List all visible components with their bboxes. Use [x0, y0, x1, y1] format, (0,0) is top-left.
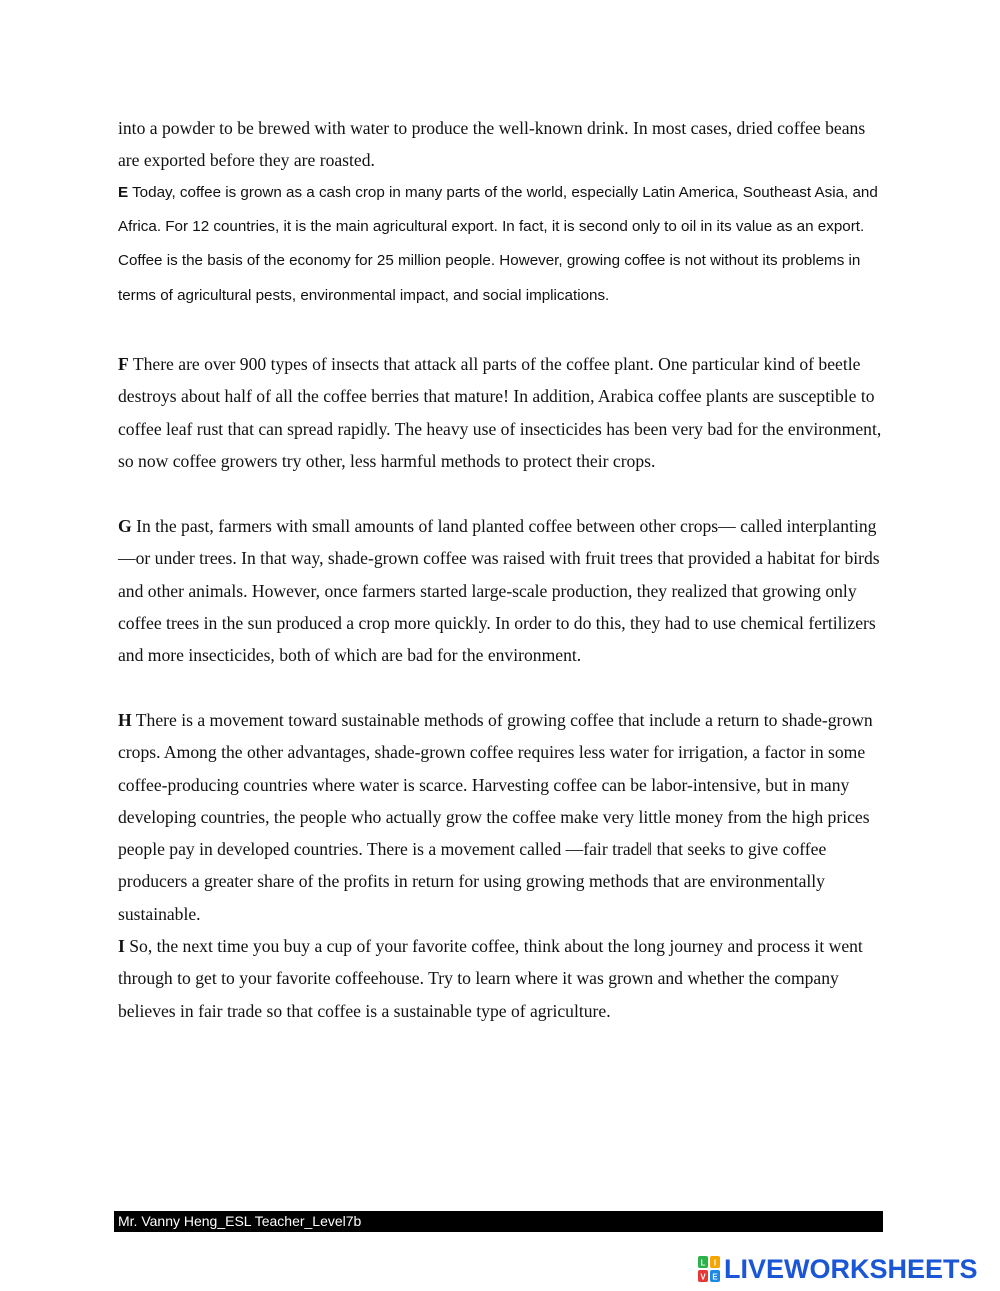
- paragraph-text: So, the next time you buy a cup of your favorite coffee, think about the long journey and process it went through to get to your favorite coffeehouse. Try to learn where it was grown and whether the company believes in fair trade so that coffee is a sustainable type of agriculture.: [118, 936, 863, 1021]
- logo-letter-e: E: [712, 1272, 718, 1282]
- liveworksheets-brand[interactable]: [698, 1253, 978, 1285]
- paragraph-letter: H: [118, 710, 132, 730]
- paragraph-text: Today, coffee is grown as a cash crop in many parts of the world, especially Latin America, Southeast Asia, and Africa. For 12 countries, it is the main agricultural export. In fact, it is second only to oil in its value as an export. Coffee is the basis of the economy for 25 million people. However, growing coffee is not without its problems in terms of agricultural pests, environmental impact, and social implications.: [118, 184, 878, 304]
- liveworksheets-logo-icon: [698, 1256, 720, 1282]
- paragraph-text: In the past, farmers with small amounts of land planted coffee between other crops— called interplanting—or under trees. In that way, shade-grown coffee was raised with fruit trees that provided a habitat for birds and other animals. However, once farmers started large-scale production, they realized that growing only coffee trees in the sun produced a crop more quickly. In order to do this, they had to use chemical fertilizers and more insecticides, both of which are bad for the environment.: [118, 516, 880, 666]
- paragraph-letter: G: [118, 516, 132, 536]
- paragraph-letter: E: [118, 184, 129, 201]
- paragraph-letter: I: [118, 936, 125, 956]
- paragraph-f: [118, 348, 882, 477]
- logo-letter-v: V: [700, 1272, 706, 1282]
- paragraph-e: [118, 176, 882, 313]
- paragraph-letter: F: [118, 354, 129, 374]
- paragraph-h: [118, 704, 882, 930]
- footer-author-bar: Mr. Vanny Heng_ESL Teacher_Level7b: [114, 1211, 883, 1232]
- logo-letter-l: L: [700, 1258, 706, 1268]
- liveworksheets-wordmark: LIVEWORKSHEETS: [724, 1253, 978, 1284]
- logo-letter-i: I: [713, 1258, 717, 1268]
- paragraph-d-continued: into a powder to be brewed with water to produce the well-known drink. In most cases, dried coffee beans are exported before they are roasted.: [118, 118, 866, 171]
- paragraph-g: [118, 510, 882, 671]
- paragraph-i: [118, 930, 882, 1027]
- paragraph-text: There is a movement toward sustainable methods of growing coffee that include a return to shade-grown crops. Among the other advantages, shade-grown coffee requires less water for irrigation, a factor in some coffee-producing countries where water is scarce. Harvesting coffee can be labor-intensive, but in many developing countries, the people who actually grow the coffee make very little money from the high prices people pay in developed countries. There is a movement called ―fair trade‖ that seeks to give coffee producers a greater share of the profits in return for using growing methods that are environmentally sustainable.: [118, 710, 873, 924]
- paragraph-text: There are over 900 types of insects that attack all parts of the coffee plant. One particular kind of beetle destroys about half of all the coffee berries that mature! In addition, Arabica coffee plants are susceptible to coffee leaf rust that can spread rapidly. The heavy use of insecticides has been very bad for the environment, so now coffee growers try other, less harmful methods to protect their crops.: [118, 354, 882, 471]
